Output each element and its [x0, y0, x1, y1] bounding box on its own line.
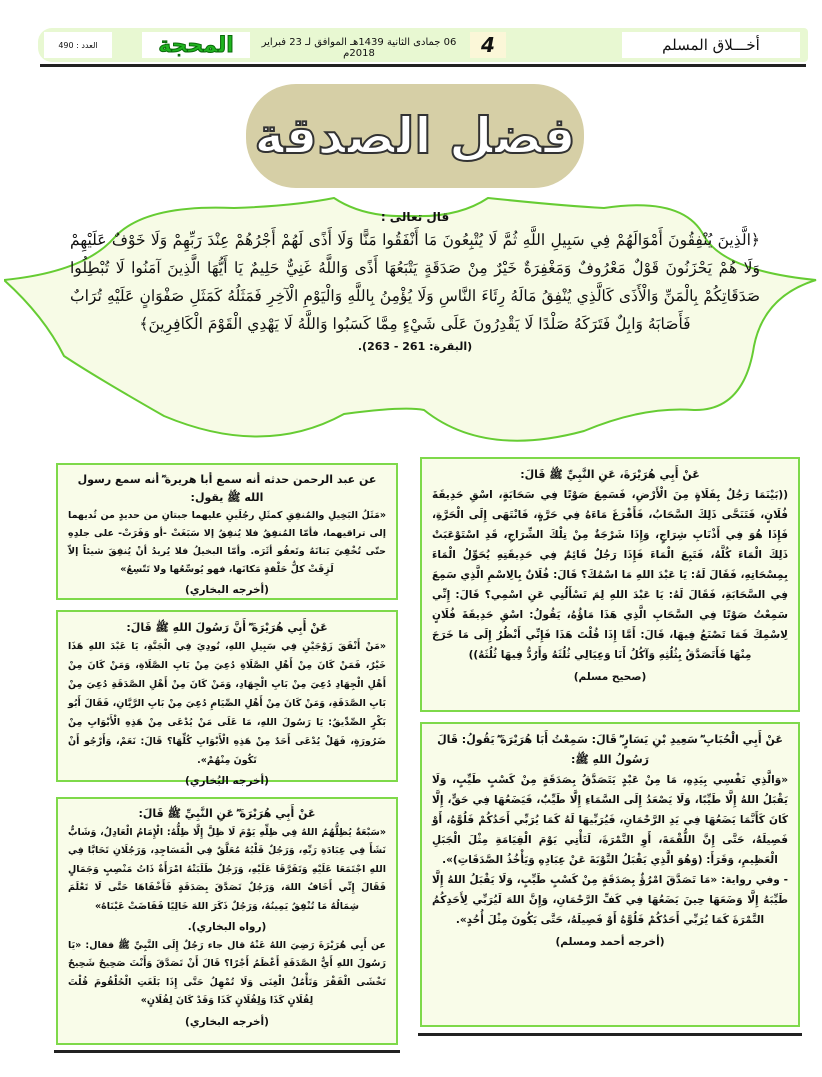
hadith-narrator: عَنْ أَبِي الْحُبَابِ ؓ سَعِيدِ بْنِ يَسَارٍ ؓ قَالَ: سَمِعْتُ أَبَا هُرَيْرَةَ ؓ يَقُولُ: قَالَ رَسُولُ اللهِ ﷺ: [437, 733, 783, 766]
hadith-source-second: (أخرجه البخاري) [185, 1015, 269, 1028]
hadith-card [56, 797, 398, 1045]
quran-verse-block [70, 210, 760, 353]
column-divider [54, 1050, 400, 1053]
page-number: 4 [470, 32, 506, 58]
hadith-card [56, 610, 398, 787]
hadith-text: «وَالَّذِي نَفْسِي بِيَدِهِ، مَا مِنْ عَبْدٍ يَتَصَدَّقُ بِصَدَقَةٍ مِنْ كَسْبٍ طَيِّبٍ، وَلَا يَقْبَلُ اللهُ إِلَّا طَيِّبًا، وَلَا يَصْعَدُ إِلَى السَّمَاءِ إِلَّا طَيِّبٌ، فَيَضَعُهَا فِي حَقٍّ، إِلَّا كَانَ كَأَنَّمَا يَضَعُهَا فِي يَدِ الرَّحْمَانِ، فَيُرَبِّيهَا لَهُ كَمَا يُرَبِّي أَحَدُكُمْ فَلُوَّهُ، أَوْ فَصِيلَهُ، حَتَّى إِنَّ اللُّقْمَةَ، أَوِ التَّمْرَةَ، لَتَأْتِي يَوْمَ الْقِيَامَةِ مِثْلَ الْجَبَلِ الْعَظِيمِ، وَقَرَأَ: (وَهُوَ الَّذِي يَقْبَلُ التَّوْبَةَ عَنْ عِبَادِهِ وَيَأْخُذُ الصَّدَقَاتِ)». [432, 774, 788, 866]
hadith-variant-text: - وفي رواية: «مَا تَصَدَّقَ امْرُؤٌ بِصَدَقَةٍ مِنْ كَسْبٍ طَيِّبٍ، وَلَا يَقْبَلُ اللهُ إِلَّا طَيِّبَهُ إِلَّا وَضَعَهَا حِينَ يَضَعُهَا فِي كَفِّ الرَّحْمَانِ، وَإِنَّ اللهَ لَيُرَبِّي لِأَحَدِكُمُ التَّمْرَةَ كَمَا يُرَبِّي أَحَدُكُمْ فَلُوَّهُ أَوْ فَصِيلَهُ، حَتَّى يَكُونَ مِثْلَ أُحُدٍ». [432, 874, 788, 926]
hadith-narrator: عَنْ أَبِي هُرَيْرَةَ، عَنِ النَّبِيِّ ﷺ قَالَ: [520, 468, 700, 481]
title-banner [246, 84, 584, 188]
hadith-source: (صحيح مسلم) [573, 671, 647, 683]
hadith-card [56, 463, 398, 600]
header-divider [40, 64, 806, 67]
hadith-card [420, 722, 800, 1027]
newspaper-logo: المحجة [142, 32, 250, 58]
hadith-source: (رواه البخاري). [187, 921, 267, 933]
hadith-narrator: عن عبد الرحمن حدثه أنه سمع أبا هريرة ؓ أنه سمع رسول الله ﷺ يقول: [77, 473, 377, 504]
hadith-source: (أخرجه البخاري) [185, 584, 269, 596]
quran-verses: ﴿الَّذِينَ يُنْفِقُونَ أَمْوَالَهُمْ فِي سَبِيلِ اللَّهِ ثُمَّ لَا يُتْبِعُونَ مَا أَنْفَقُوا مَنًّا وَلَا أَذًى لَهُمْ أَجْرُهُمْ عِنْدَ رَبِّهِمْ وَلَا خَوْفٌ عَلَيْهِمْ وَلَا هُمْ يَحْزَنُونَ قَوْلٌ مَعْرُوفٌ وَمَغْفِرَةٌ خَيْرٌ مِنْ صَدَقَةٍ يَتْبَعُهَا أَذًى وَاللَّهُ غَنِيٌّ حَلِيمٌ يَا أَيُّهَا الَّذِينَ آمَنُوا لَا تُبْطِلُوا صَدَقَاتِكُمْ بِالْمَنِّ وَالْأَذَى كَالَّذِي يُنْفِقُ مَالَهُ رِئَاءَ النَّاسِ وَلَا يُؤْمِنُ بِاللَّهِ وَالْيَوْمِ الْآخِرِ فَمَثَلُهُ كَمَثَلِ صَفْوَانٍ عَلَيْهِ تُرَابٌ فَأَصَابَهُ وَابِلٌ فَتَرَكَهُ صَلْدًا لَا يَقْدِرُونَ عَلَى شَيْءٍ مِمَّا كَسَبُوا وَاللَّهُ لَا يَهْدِي الْقَوْمَ الْكَافِرِينَ﴾ [70, 231, 760, 333]
hadith-text: ((بَيْنَمَا رَجُلٌ بِفَلَاةٍ مِنَ الْأَرْضِ، فَسَمِعَ صَوْتًا فِي سَحَابَةٍ، اسْقِ حَدِيقَةَ فُلَانٍ، فَتَنَحَّى ذَلِكَ السَّحَابُ، فَأَفْرَغَ مَاءَهُ فِي حَرَّةٍ، فَانْتَهَى إِلَى الْحَرَّةِ، فَإِذَا هُوَ فِي أَذْنَابِ شِرَاجٍ، وَإِذَا شَرْجَةٌ مِنْ تِلْكَ الشِّرَاجِ، قَدِ اسْتَوْعَبَتْ ذَلِكَ الْمَاءَ كُلَّهُ، فَتَبِعَ الْمَاءَ فَإِذَا رَجُلٌ قَائِمٌ فِي حَدِيقَتِهِ يُحَوِّلُ الْمَاءَ بِمِسْحَاتِهِ، فَقَالَ لَهُ: يَا عَبْدَ اللهِ مَا اسْمُكَ؟ قَالَ: فُلَانٌ بِالِاسْمِ الَّذِي سَمِعَ فِي السَّحَابَةِ، فَقَالَ لَهُ: يَا عَبْدَ اللهِ لِمَ تَسْأَلُنِي عَنِ اسْمِي؟ قَالَ: إِنِّي سَمِعْتُ صَوْتًا فِي السَّحَابِ الَّذِي هَذَا مَاؤُهُ، يَقُولُ: اسْقِ حَدِيقَةَ فُلَانٍ لِاسْمِكَ فَمَا تَصْنَعُ فِيهَا، قَالَ: أَمَّا إِذَا قُلْتَ هَذَا فَإِنِّي أَنْظُرُ إِلَى مَا خَرَجَ مِنْهَا فَأَتَصَدَّقُ بِثُلُثِهِ وَآكُلُ أَنَا وَعِيَالِي ثُلُثَهُ وَأَرُدُّ فِيهَا ثُلُثَهُ)) [432, 489, 788, 661]
page-title: فضل الصدقة [254, 107, 576, 165]
hadith-text: «مَنْ أَنْفَقَ زَوْجَيْنِ فِي سَبِيلِ اللهِ، نُودِيَ فِي الْجَنَّةِ، يَا عَبْدَ اللهِ هَذَا خَيْرٌ، فَمَنْ كَانَ مِنْ أَهْلِ الصَّلَاةِ دُعِيَ مِنْ بَابِ الصَّلَاةِ، وَمَنْ كَانَ مِنْ أَهْلِ الْجِهَادِ دُعِيَ مِنْ بَابِ الْجِهَادِ، وَمَنْ كَانَ مِنْ أَهْلِ الصَّدَقَةِ دُعِيَ مِنْ بَابِ الصَّدَقَةِ، وَمَنْ كَانَ مِنْ أَهْلِ الصِّيَامِ دُعِيَ مِنْ بَابِ الرَّيَّانِ، فَقَالَ أَبُو بَكْرٍ الصِّدِّيقُ: يَا رَسُولَ اللهِ، مَا عَلَى مَنْ يُدْعَى مِنْ هَذِهِ الْأَبْوَابِ مِنْ ضَرُورَةٍ، فَهَلْ يُدْعَى أَحَدٌ مِنْ هَذِهِ الْأَبْوَابِ كُلِّهَا؟ قَالَ: نَعَمْ، وَأَرْجُو أَنْ تَكُونَ مِنْهُمْ». [68, 641, 386, 766]
quran-intro: قال تعالى : [380, 210, 450, 224]
hadith-text: «سَبْعَةٌ يُظِلُّهُمُ اللهُ فِي ظِلِّهِ يَوْمَ لَا ظِلَّ إِلَّا ظِلُّهُ: الْإِمَامُ الْعَادِلُ، وَشَابٌّ نَشَأَ فِي عِبَادَةِ رَبِّهِ، وَرَجُلٌ قَلْبُهُ مُعَلَّقٌ فِي الْمَسَاجِدِ، وَرَجُلَانِ تَحَابَّا فِي اللهِ اجْتَمَعَا عَلَيْهِ وَتَفَرَّقَا عَلَيْهِ، وَرَجُلٌ طَلَبَتْهُ امْرَأَةٌ ذَاتُ مَنْصِبٍ وَجَمَالٍ فَقَالَ إِنِّي أَخَافُ اللهَ، وَرَجُلٌ تَصَدَّقَ بِصَدَقَةٍ فَأَخْفَاهَا حَتَّى لَا تَعْلَمَ شِمَالُهُ مَا تُنْفِقُ يَمِينُهُ، وَرَجُلٌ ذَكَرَ اللهَ خَالِيًا فَفَاضَتْ عَيْنَاهُ» [68, 826, 386, 912]
header-bar [38, 28, 808, 62]
section-name: أخـــلاق المسلم [622, 32, 800, 58]
hadith-source: (أخرجه أحمد ومسلم) [555, 936, 665, 948]
hadith-text: «مَثَلُ البَخِيلِ والمُنفِقِ كمثَلِ رجُلَينِ عليهما جبتانِ من حديدٍ من ثُديهما إلى تراقيهما، فأمّا المُنفِقُ فلا يُنفِقُ إلا سَبَغَتْ -أو وَفَرَتْ- على جلدِهِ حتّى تُخْفِيَ بَنانَهُ وتَعفُو أثَرَه. وأمّا البخيلُ فلا يُريدُ أنْ يُنفِقَ شيئاً إلاّ لَزِقَتْ كلُّ حَلْقةٍ مَكانَها، فهو يُوسِّعُها ولا تَتّسِعُ» [68, 510, 386, 575]
hadith-source: (أخرجه البُخاري) [185, 775, 269, 787]
column-divider [418, 1033, 802, 1036]
quran-reference: (البقرة: 261 - 263). [357, 340, 473, 353]
issue-date: 06 جمادى الثانية 1439هـ الموافق لـ 23 فبراير 2018م [261, 37, 457, 59]
hadith-narrator: عَنْ أَبِي هُرَيْرَةَ ؓ أَنَّ رَسُولَ اللهِ ﷺ قَالَ: [126, 621, 328, 634]
issue-number: العدد : 490 [44, 32, 112, 58]
hadith-text-second: عن أَبِي هُرَيْرَةَ رَضِيَ اللهُ عَنْهُ قال جاء رَجُلٌ إِلَى النَّبِيِّ ﷺ فقال: «يَا رَسُولَ اللهِ أَيُّ الصَّدَقَةِ أَعْظَمُ أَجْرًا؟ قَالَ أَنْ تَصَدَّقَ وَأَنْتَ صَحِيحٌ شَحِيحٌ تَخْشَى الْفَقْرَ وَتَأْمُلُ الْغِنَى وَلَا تُمْهِلُ حَتَّى إِذَا بَلَغَتِ الْحُلْقُومَ قُلْتَ لِفُلَانٍ كَذَا وَلِفُلَانٍ كَذَا وَقَدْ كَانَ لِفُلَانٍ» [68, 939, 386, 1006]
hadith-card [420, 457, 800, 712]
hadith-narrator: عَنْ أَبِي هُرَيْرَةَ ؓ عَنِ النَّبِيِّ ﷺ قَالَ: [138, 807, 316, 820]
